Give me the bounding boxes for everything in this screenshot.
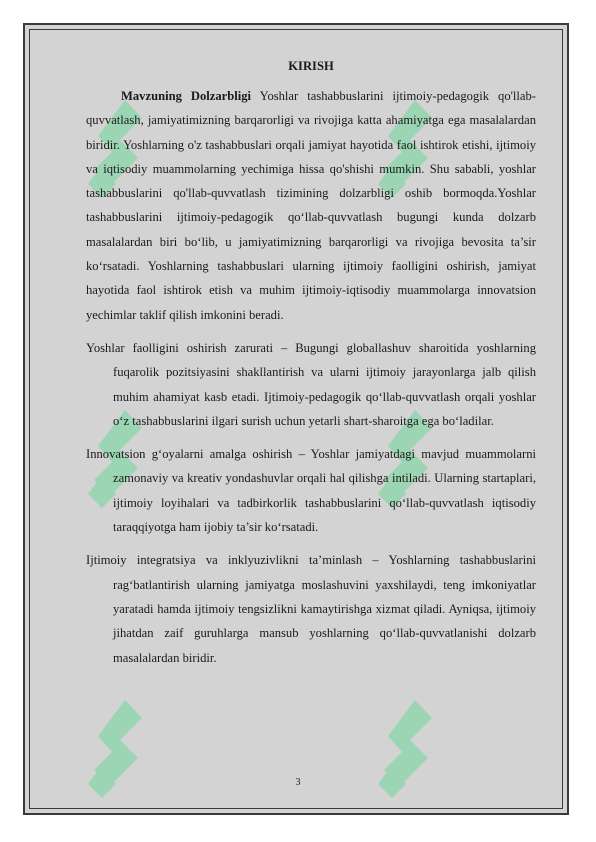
document-body <box>86 54 536 670</box>
intro-text: Yoshlar tashabbuslarini ijtimoiy-pedagogik qo'llab-quvvatlash, jamiyatimizning barqarorligi va rivojiga katta ahamiyatga ega masalalardan biridir. Yoshlarning o'z tashabbuslari orqali jamiyat hayotida faol ishtirok etishi, ijtimoiy va iqtisodiy muammolarning yechimiga hissa qo'shishi mumkin. Shu sababli, yoshlar tashabbuslarini qo'llab-quvvatlash tizimining dolzarbligi oshib bormoqda.Yoshlar tashabbuslarini ijtimoiy-pedagogik qo‘llab-quvvatlash bugungi kunda dolzarb masalalardan biri bo‘lib, u jamiyatimizning barqarorligi va rivojiga bevosita ta’sir ko‘rsatadi. Yoshlarning tashabbuslari ularning ijtimoiy faolligini oshirish, jamiyat hayotida faol ishtirok etish va muhim ijtimoiy-iqtisodiy muammolarga innovatsion yechimlar taklif qilish imkonini beradi. <box>86 89 536 322</box>
intro-paragraph <box>86 84 536 327</box>
list-item: Yoshlar faolligini oshirish zarurati – Bugungi globallashuv sharoitida yoshlarning fuqarolik pozitsiyasini shakllantirish va ularni ijtimoiy jarayonlarga jalb qilish muhim ahamiyat kasb etadi. Ijtimoiy-pedagogik qo‘llab-quvvatlash orqali yoshlar o‘z tashabbuslarini ilgari surish uchun yetarli shart-sharoitga ega bo‘ladilar. <box>86 340 536 428</box>
page-title: KIRISH <box>288 59 334 73</box>
list-item: Innovatsion g‘oyalarni amalga oshirish – Yoshlar jamiyatdagi mavjud muammolarni zamonaviy va kreativ yondashuvlar orqali hal qilishga intiladi. Ularning startaplari, ijtimoiy loyihalari va tadbirkorlik tashabbuslarini qo‘llab-quvvatlash iqtisodiy taraqqiyotga ham ijobiy ta’sir ko‘rsatadi. <box>86 447 536 535</box>
page-number: 3 <box>295 777 301 788</box>
watermark-logo-icon <box>370 690 440 810</box>
intro-lead: Mavzuning Dolzarbligi <box>121 89 252 103</box>
list-item: Ijtimoiy integratsiya va inklyuzivlikni ta’minlash – Yoshlarning tashabbuslarini rag‘batlantirish ularning jamiyatga moslashuvini yaxshilaydi, teng imkoniyatlar yaratadi hamda ijtimoiy tengsizlikni kamaytirishga xizmat qiladi. Ayniqsa, ijtimoiy jihatdan zaif guruhlarga mansub yoshlarning qo‘llab-quvvatlanishi dolzarb masalalardan biridir. <box>86 553 536 665</box>
watermark-logo-icon <box>80 690 150 810</box>
